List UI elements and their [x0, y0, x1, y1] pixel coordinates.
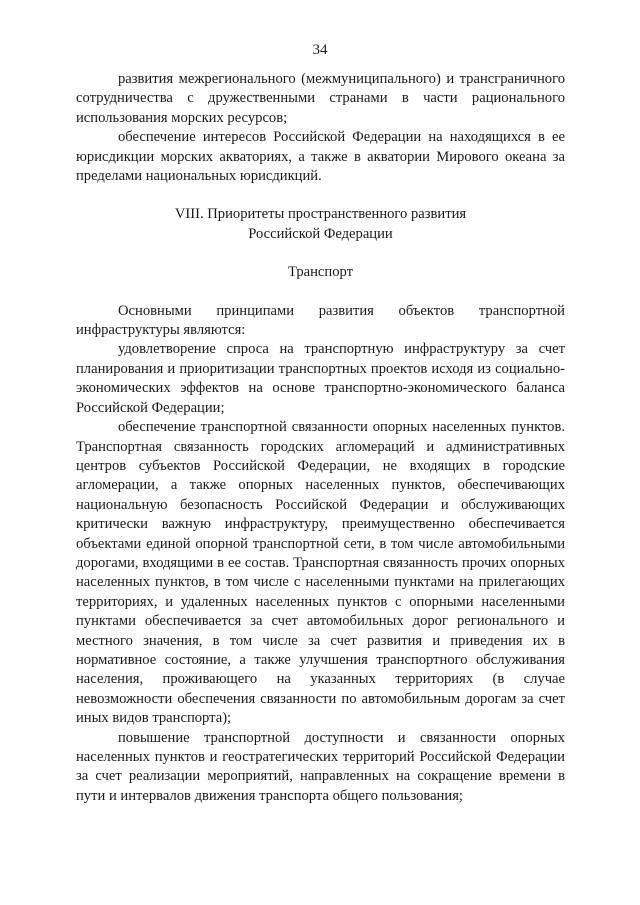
- paragraph: удовлетворение спроса на транспортную инфраструктуру за счет планирования и приоритизации транспортных проектов исходя из социально-экономических эффектов на основе транспортно-экономического баланса Российской Федерации;: [76, 341, 565, 416]
- paragraph: обеспечение транспортной связанности опорных населенных пунктов. Транспортная связанность городских агломераций и административных центров субъектов Российской Федерации, не входящих в городские агломерации, а также опорных населенных пунктов, обеспечивающих национальную безопасность Российской Федерации и обслуживающих критически важную инфраструктуру, преимущественно обеспечивается объектами единой опорной транспортной сети, в том числе автомобильными дорогами, входящими в ее состав. Транспортная связанность прочих опорных населенных пунктов, в том числе с населенными пунктами на прилегающих территориях, и удаленных населенных пунктов с опорными населенными пунктами обеспечивается за счет автомобильных дорог регионального и местного значения, в том числе за счет развития и приведения их в нормативное состояние, а также улучшения транспортного обслуживания населения, проживающего на указанных территориях (в случае невозможности обеспечения связанности по автомобильным дорогам за счет иных видов транспорта);: [76, 419, 565, 727]
- document-body: [76, 70, 565, 806]
- page-number: 34: [312, 42, 328, 58]
- section-heading: [76, 205, 565, 244]
- section-heading-line: Российской Федерации: [248, 225, 393, 242]
- paragraph: развития межрегионального (межмуниципального) и трансграничного сотрудничества с дружественными странами в части рационального использования морских ресурсов;: [76, 71, 565, 126]
- paragraph: Основными принципами развития объектов транспортной инфраструктуры являются:: [76, 302, 565, 339]
- section-heading-line: VIII. Приоритеты пространственного развития: [174, 206, 467, 223]
- paragraph: обеспечение интересов Российской Федерации на находящихся в ее юрисдикции морских акваториях, а также в акватории Мирового океана за пределами национальных юрисдикций.: [76, 129, 565, 185]
- subsection-heading: Транспорт: [287, 264, 353, 281]
- paragraph: повышение транспортной доступности и связанности опорных населенных пунктов и геостратегических территорий Российской Федерации за счет реализации мероприятий, направленных на сокращение времени в пути и интервалов движения транспорта общего пользования;: [76, 729, 565, 804]
